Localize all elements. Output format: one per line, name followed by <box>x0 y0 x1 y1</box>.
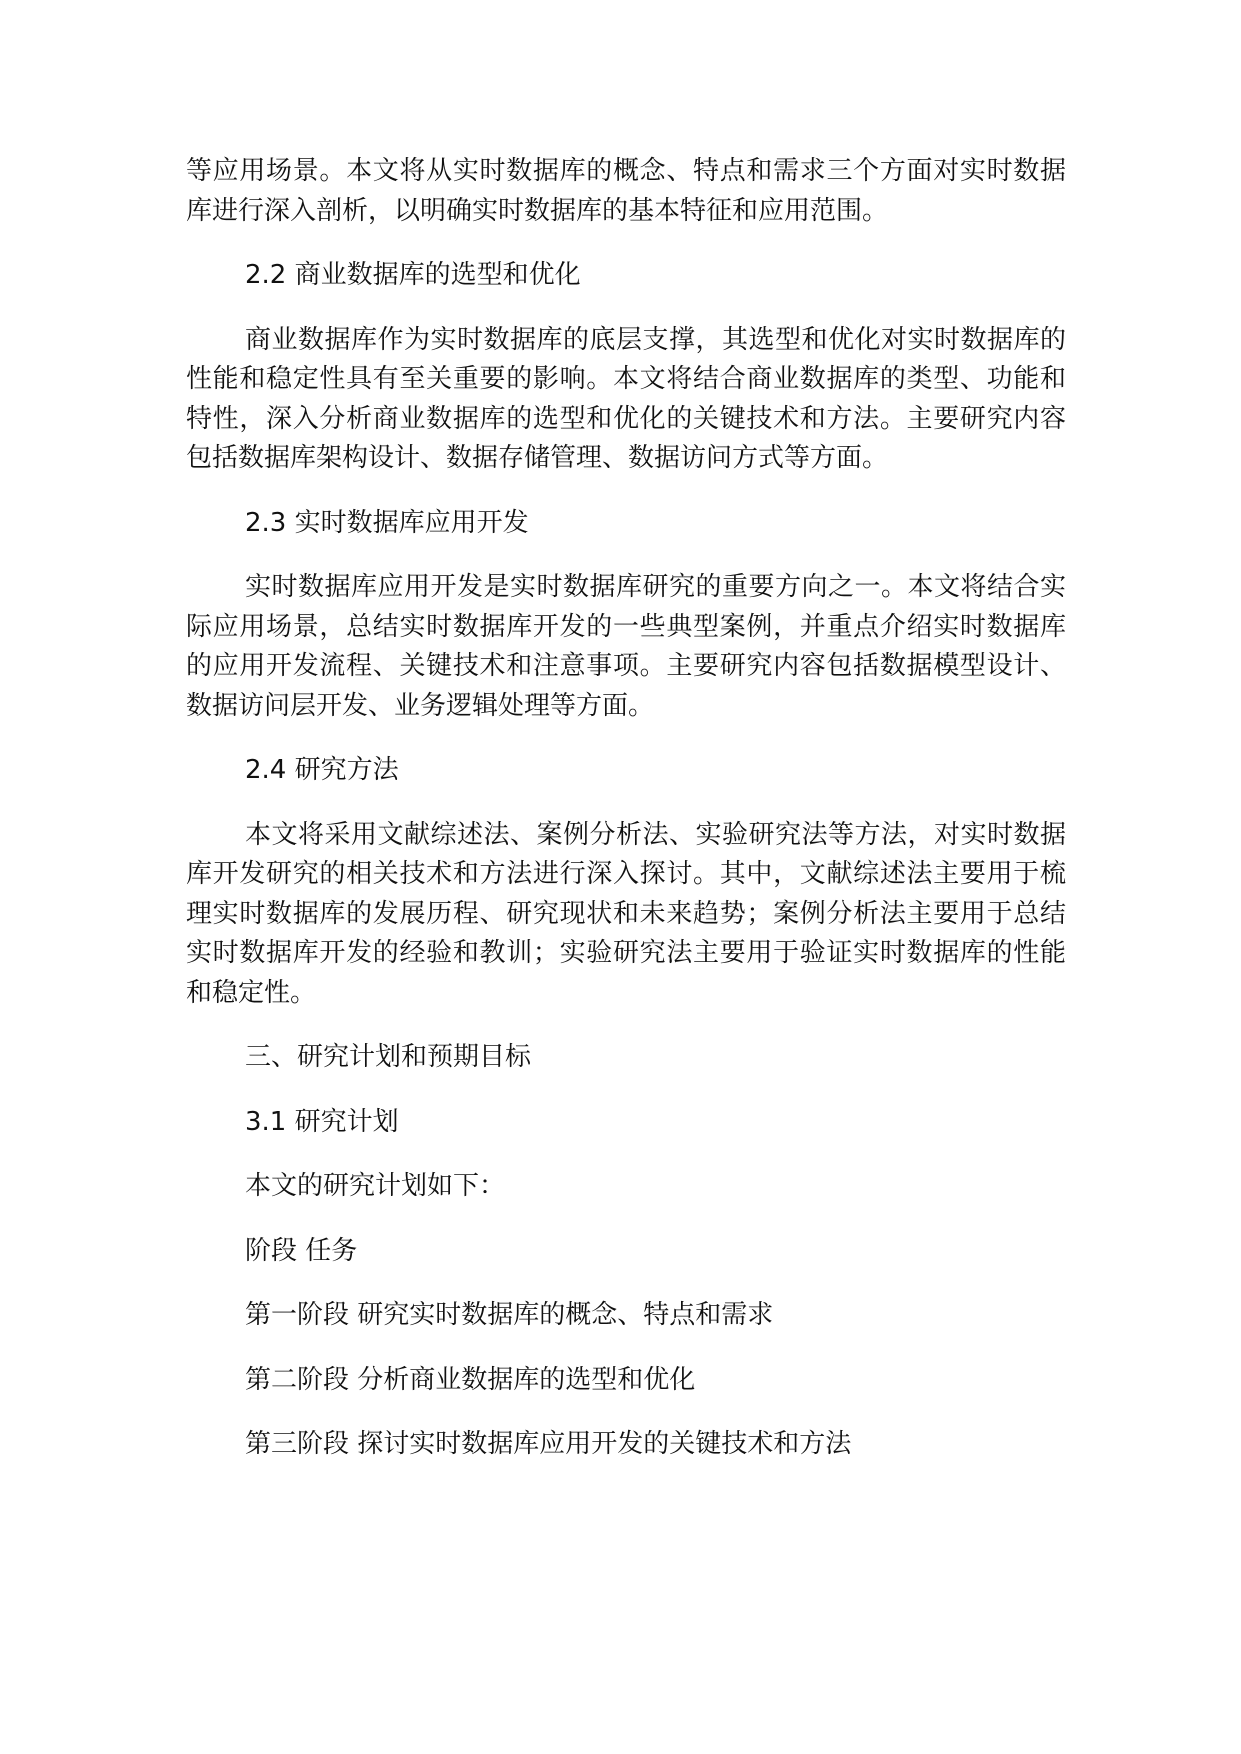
plan-row-stage-2: 第二阶段 分析商业数据库的选型和优化 <box>245 1364 696 1395</box>
paragraph-2-3-body: 实时数据库应用开发是实时数据库研究的重要方向之一。本文将结合实际应用场景，总结实时数据库开发的一些典型案例，并重点介绍实时数据库的应用开发流程、关键技术和注意事项。主要研究内容包括数据模型设计、数据访问层开发、业务逻辑处理等方面。 <box>186 572 1066 721</box>
paragraph-intro-continued: 等应用场景。本文将从实时数据库的概念、特点和需求三个方面对实时数据库进行深入剖析，以明确实时数据库的基本特征和应用范围。 <box>186 156 1066 226</box>
heading-2-4: 2.4 研究方法 <box>245 755 399 785</box>
paragraph-2-4-body: 本文将采用文献综述法、案例分析法、实验研究法等方法，对实时数据库开发研究的相关技术和方法进行深入探讨。其中，文献综述法主要用于梳理实时数据库的发展历程、研究现状和未来趋势；案例分析法主要用于总结实时数据库开发的经验和教训；实验研究法主要用于验证实时数据库的性能和稳定性。 <box>186 819 1066 1008</box>
plan-table-header: 阶段 任务 <box>245 1235 358 1266</box>
plan-row-stage-3: 第三阶段 探讨实时数据库应用开发的关键技术和方法 <box>245 1429 852 1459</box>
document-body <box>186 152 1066 1465</box>
plan-row-stage-1: 第一阶段 研究实时数据库的概念、特点和需求 <box>245 1300 774 1330</box>
paragraph-plan-intro: 本文的研究计划如下： <box>245 1171 506 1201</box>
heading-3-1: 3.1 研究计划 <box>245 1106 399 1137</box>
heading-2-2: 2.2 商业数据库的选型和优化 <box>245 260 581 290</box>
paragraph-2-2-body: 商业数据库作为实时数据库的底层支撑，其选型和优化对实时数据库的性能和稳定性具有至关重要的影响。本文将结合商业数据库的类型、功能和特性，深入分析商业数据库的选型和优化的关键技术和方法。主要研究内容包括数据库架构设计、数据存储管理、数据访问方式等方面。 <box>186 324 1066 473</box>
heading-2-3: 2.3 实时数据库应用开发 <box>245 507 529 538</box>
heading-section-3: 三、研究计划和预期目标 <box>245 1042 532 1072</box>
